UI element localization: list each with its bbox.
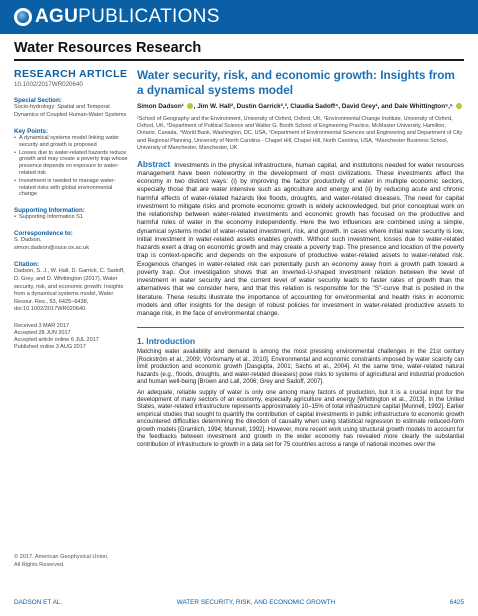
abstract-block (137, 161, 464, 319)
published-date: Published online 3 AUG 2017 (14, 344, 86, 350)
article-main (137, 68, 464, 449)
author-affiliations: ¹School of Geography and the Environment, University of Oxford, Oxford, UK, ²Environmental Change Institute, University of Oxford, Oxford, UK, ³Department of Political Science and Walter G. Booth School of Engineering Practice, McMaster University, Hamilton, Ontario, Canada, ⁴World Bank, Washington, DC, USA, ⁵Department of Environmental Sciences and Engineering and Department of City and Regional Planning, University of North Carolina - Chapel Hill, Chapel Hill, North Carolina, USA, ⁶Manchester Business School, University of Manchester, Manchester, UK (137, 115, 463, 152)
orcid-icon[interactable] (456, 103, 462, 109)
key-point: • A dynamical systems model linking water security and growth is proposed (14, 135, 130, 149)
author-name[interactable]: Dale Whittington⁵,⁶ (394, 103, 453, 110)
key-point: • Losses due to water-related hazards reduce growth and may create a poverty trap whose presence depends on exposure to water-related risk (14, 150, 130, 178)
citation-text: Dadson, S. J., W. Hall, D. Garrick, C. Sadoff, D. Grey, and D. Whittington (2017), Water security, risk, and economic growth: Insights from a dynamical systems model, Water Resour. Res., 53, 6425–6438, doi:10.1002/2017WR020640. (14, 268, 125, 313)
received-date: Received 3 MAR 2017 (14, 323, 70, 329)
special-section-heading: Special Section: (14, 97, 62, 104)
footer-running-title: WATER SECURITY, RISK, AND ECONOMIC GROWTH (176, 599, 336, 606)
article-type: RESEARCH ARTICLE (14, 68, 128, 80)
page-number: 6425 (449, 599, 464, 606)
supporting-info-link[interactable]: • Supporting Information S1 (14, 214, 130, 221)
supporting-info-list (14, 214, 130, 221)
agu-publications-logo[interactable] (14, 6, 220, 28)
copyright-notice: © 2017. American Geophysical Union. All Rights Reserved. (14, 554, 109, 568)
body-paragraph: An adequate, reliable supply of water is only one among many factors of production, but it is a crucial input for the development of many sectors of an economy, especially agriculture and energy [Whittington et al., 2013]. In the United States, water-related infrastructure represents approximately 10–15% of total infrastructure capital [Munnell, 1992]. Earlier empirical studies that sought to quantify the contribution of capital investments in public infrastructure to economic growth encountered difficulties determining the direction of causality when using statistical regression to estimate reduced-form growth models [Gramlich, 1994; Munnell, 1992]. However, more recent work using structural growth models to account for the feedbacks between investment and growth in the wider economy has revealed more clearly the substantial contribution of infrastructure to growth in a data set for 75 countries across a range of national incomes over the (137, 389, 464, 448)
author-name[interactable]: Claudia Sadoff⁴ (290, 103, 339, 110)
globe-icon (14, 8, 32, 26)
author-list: Simon Dadson¹ , Jim W. Hall², Dustin Garrick²,³, Claudia Sadoff⁴, David Grey¹, and Dale Whittington⁵,⁶ (137, 103, 464, 112)
special-section-text[interactable]: Socio-hydrology: Spatial and Temporal Dynamics of Coupled Human-Water Systems (14, 104, 127, 118)
logo-agu-text: AGU (35, 6, 79, 27)
key-point: • Investment is needed to manage water-related risks with global environmental change (14, 178, 130, 199)
journal-title[interactable]: Water Resources Research (14, 40, 202, 56)
author-name[interactable]: Jim W. Hall² (197, 103, 234, 110)
citation-heading: Citation: (14, 261, 40, 269)
author-name[interactable]: Dustin Garrick²,³ (236, 103, 287, 110)
logo-publications-text: PUBLICATIONS (78, 6, 220, 27)
body-paragraph: Matching water availability and demand is among the most pressing environmental challenges in the 21st century [Rockström et al., 2009; Vörösmarty et al., 2010]. Environmental and economic constraints imposed by water scarcity can limit production and economic growth [Dasgupta, 2001; Sachs et al., 2004]. At the same time, water-related natural hazards (e.g., floods, droughts, and water-related diseases) pose risks to systems of agricultural and industrial production and human well-being [Brown and Lall, 2006; Grey and Sadoff, 2007]. (137, 349, 464, 386)
page-footer (14, 599, 464, 606)
header-rule (14, 59, 464, 61)
orcid-icon[interactable] (187, 103, 193, 109)
abstract-label: Abstract (137, 159, 171, 169)
sidebar (14, 68, 130, 351)
article-dates (14, 323, 130, 351)
accepted-online-date: Accepted article online 6 JUL 2017 (14, 337, 99, 343)
abstract-text: Investments in the physical infrastructure, human capital, and institutions needed for water resources management have been noteworthy in the development of most civilizations. These investments affect the economy in two distinct ways: (i) by improving the factor productivity of water in multiple economic sectors, especially those that are water intensive such as agriculture and energy and (ii) by reducing acute and chronic harmful effects of water-related hazards like floods, droughts, and water-related diseases. The need for capital investment to mitigate risks and promote economic growth is widely acknowledged, but prior conceptual work on the relationship between water-related investments and economic growth has focused on the productive and harmful roles of water in the economy independently. Here the two influences are combined using a simple, dynamical systems model of water-related investment, risk, and growth. In cases where initial water security is low, initial investment in water-related assets enables growth. Without such investment, losses due to water-related hazards exert a drag on economic growth and may create a poverty trap. The presence and location of the poverty trap is context-specific and depends on the exposure of productive water-related assets to water-related risk. Exogenous changes in water-related risk can potentially push an economy away from a growth path toward a poverty trap. Our investigation shows that an inverted-U-shaped investment relation between the level of investment in water security and the current level of water security leads to faster rates of growth than the alternatives that we consider here, and that this relation is responsible for the "S"-curve that is posited in the literature. These results illustrate the importance of accounting for environmental and health risks in economic models and offer insights for the design of robust policies for investment in water-related productive assets to manage risk, in the face of environmental change. (137, 161, 464, 318)
correspondence-name: S. Dadson, (14, 237, 42, 244)
section-heading-introduction: 1. Introduction (137, 336, 196, 347)
accepted-date: Accepted 28 JUN 2017 (14, 330, 71, 336)
correspondence-email[interactable]: simon.dadson@ouce.ox.ac.uk (14, 244, 90, 251)
publisher-banner (0, 0, 478, 34)
author-name[interactable]: Simon Dadson¹ (137, 103, 184, 110)
section-divider (137, 327, 464, 328)
article-doi[interactable]: 10.1002/2017WR020640 (14, 81, 83, 88)
supporting-info-heading: Supporting Information: (14, 207, 85, 215)
author-name[interactable]: David Grey¹ (341, 103, 378, 110)
correspondence-heading: Correspondence to: (14, 230, 73, 238)
footer-authors: DADSON ET AL. (14, 599, 63, 606)
key-points-heading: Key Points: (14, 128, 49, 136)
article-title: Water security, risk, and economic growth: Insights from a dynamical systems model (137, 68, 455, 97)
key-points-list (14, 135, 130, 198)
